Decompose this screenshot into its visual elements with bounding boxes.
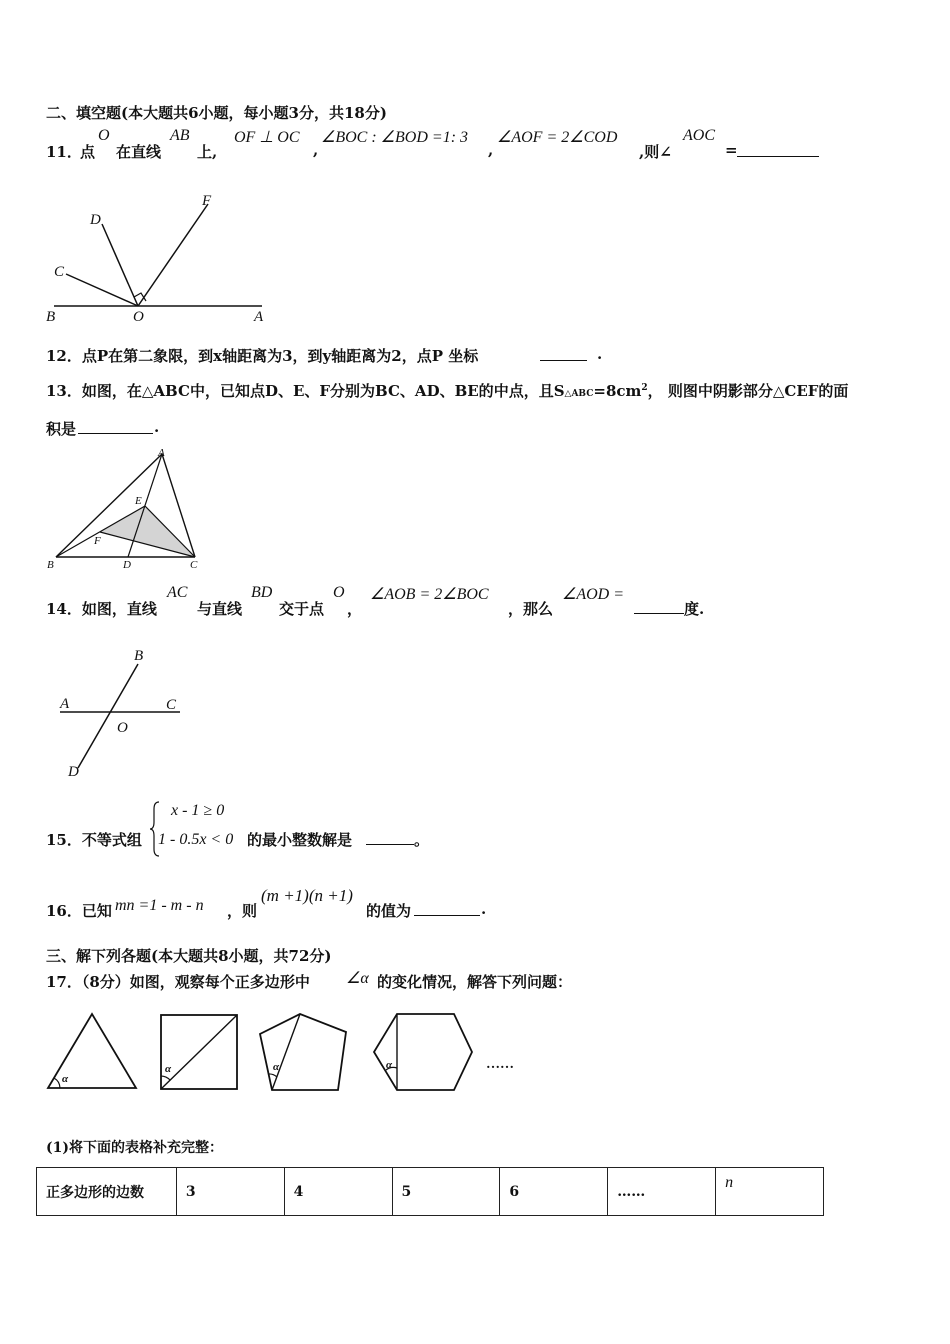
q16-math: (m +1)(n +1) [261, 886, 353, 905]
q11-text: 点 [80, 143, 96, 161]
angle-alpha: α [273, 1061, 280, 1073]
answer-blank[interactable] [540, 345, 587, 361]
q14-math: BD [251, 584, 273, 601]
q11-figure [40, 190, 270, 325]
answer-blank[interactable] [737, 141, 819, 157]
q11-text: ,则∠ [639, 143, 672, 161]
angle-alpha: α [62, 1073, 69, 1085]
angle-alpha: α [386, 1059, 393, 1071]
q13-text: ， 则图中阴影部分△CEF的面 [647, 382, 849, 400]
q11-text: , [488, 141, 494, 159]
q11-number: 11． [46, 143, 82, 161]
label-C: C [54, 264, 65, 280]
label-E: E [135, 495, 142, 507]
q11-text: = [725, 141, 738, 159]
q11-math: OF ⊥ OC [234, 129, 300, 146]
answer-blank[interactable] [366, 829, 414, 845]
answer-blank[interactable] [78, 418, 153, 434]
q11-math: AOC [683, 127, 715, 144]
q14-text: 交于点 [279, 600, 325, 618]
label-F: F [202, 193, 212, 209]
q17-text: 17．（8分）如图，观察每个正多边形中 [46, 973, 310, 991]
section-3-title: 三、解下列各题(本大题共8小题，共72分) [46, 947, 332, 965]
q14-text: ，那么 [508, 600, 554, 618]
q14-math: ∠AOD = [562, 586, 625, 603]
label-C: C [190, 559, 198, 571]
q12-period: . [597, 345, 603, 363]
table-cell: …… [608, 1168, 716, 1216]
q13-superscript: 2 [641, 383, 648, 393]
q14-text: 14．如图，直线 [46, 600, 157, 618]
table-row [37, 1168, 824, 1216]
q13-text: =8cm [593, 382, 642, 400]
q17-text: 的变化情况，解答下列问题： [377, 973, 573, 991]
pentagon-shape [260, 1014, 346, 1090]
q13-text: 13．如图，在△ABC中，已知点D、E、F分别为BC、AD、BE的中点，且S [46, 382, 565, 400]
label-B: B [134, 648, 144, 664]
q16-math: mn =1 - m - n [115, 897, 204, 914]
q13-period: . [154, 418, 160, 436]
q11-math: AB [170, 127, 190, 144]
label-D: D [123, 559, 131, 571]
q12-text: 12．点P在第二象限，到x轴距离为3，到y轴距离为2，点P 坐标 [46, 347, 479, 365]
q14-math: AC [167, 584, 188, 601]
q16-text: 的值为 [366, 902, 412, 920]
label-D: D [68, 764, 79, 780]
table-header-cell: 正多边形的边数 [37, 1168, 177, 1216]
q11-math: O [98, 127, 110, 144]
q15-text: 的最小整数解是 [247, 831, 353, 849]
q14-text: ， [347, 600, 363, 618]
table-cell: 6 [500, 1168, 608, 1216]
label-A: A [158, 447, 165, 459]
q11-math: ∠AOF = 2∠COD [497, 129, 618, 146]
q14-math: O [333, 584, 345, 601]
left-brace [148, 800, 162, 858]
table-cell: 3 [176, 1168, 284, 1216]
q11-text: 在直线 [116, 143, 162, 161]
q13-line2: 积是 [46, 420, 77, 438]
answer-blank[interactable] [634, 598, 684, 614]
q13-subscript: △ABC [564, 389, 594, 399]
table-cell: 4 [284, 1168, 392, 1216]
q15-inequality-1: x - 1 ≥ 0 [171, 802, 225, 819]
answer-blank[interactable] [414, 900, 480, 916]
q11-text: , [313, 141, 319, 159]
q17-sub1: (1)将下面的表格补充完整： [46, 1140, 223, 1156]
hexagon-shape [374, 1014, 472, 1090]
label-F: F [94, 535, 101, 547]
label-O: O [117, 720, 128, 736]
q16-text: 16．已知 [46, 902, 112, 920]
label-B: B [47, 559, 54, 571]
label-O: O [133, 309, 144, 325]
q14-text: 度. [684, 600, 705, 618]
q14-figure [56, 642, 188, 782]
continuation-dots: …… [486, 1057, 514, 1072]
square-shape [161, 1015, 237, 1089]
table-cell: 5 [392, 1168, 500, 1216]
label-A: A [254, 309, 264, 325]
section-2-title: 二、填空题(本大题共6小题，每小题3分，共18分) [46, 104, 387, 122]
q15-text: 15．不等式组 [46, 831, 142, 849]
q13-line1 [46, 380, 848, 401]
q14-text: 与直线 [197, 600, 243, 618]
polygon-sides-table [36, 1167, 824, 1216]
q15-text: 。 [414, 831, 430, 849]
q14-math: ∠AOB = 2∠BOC [370, 586, 489, 603]
label-B: B [46, 309, 56, 325]
triangle-shape [48, 1014, 136, 1088]
q16-text: . [481, 900, 487, 918]
q13-figure [44, 446, 212, 574]
polygons-figure [40, 1006, 540, 1096]
label-A: A [60, 696, 70, 712]
table-cell: n [716, 1168, 824, 1216]
q17-math: ∠α [346, 970, 369, 987]
q11-math: ∠BOC : ∠BOD =1: 3 [321, 129, 469, 146]
q16-text: ，则 [227, 902, 258, 920]
label-C: C [166, 697, 177, 713]
q11-text: 上, [197, 143, 218, 161]
angle-alpha: α [165, 1063, 172, 1075]
q15-inequality-2: 1 - 0.5x < 0 [158, 831, 234, 848]
label-D: D [90, 212, 101, 228]
